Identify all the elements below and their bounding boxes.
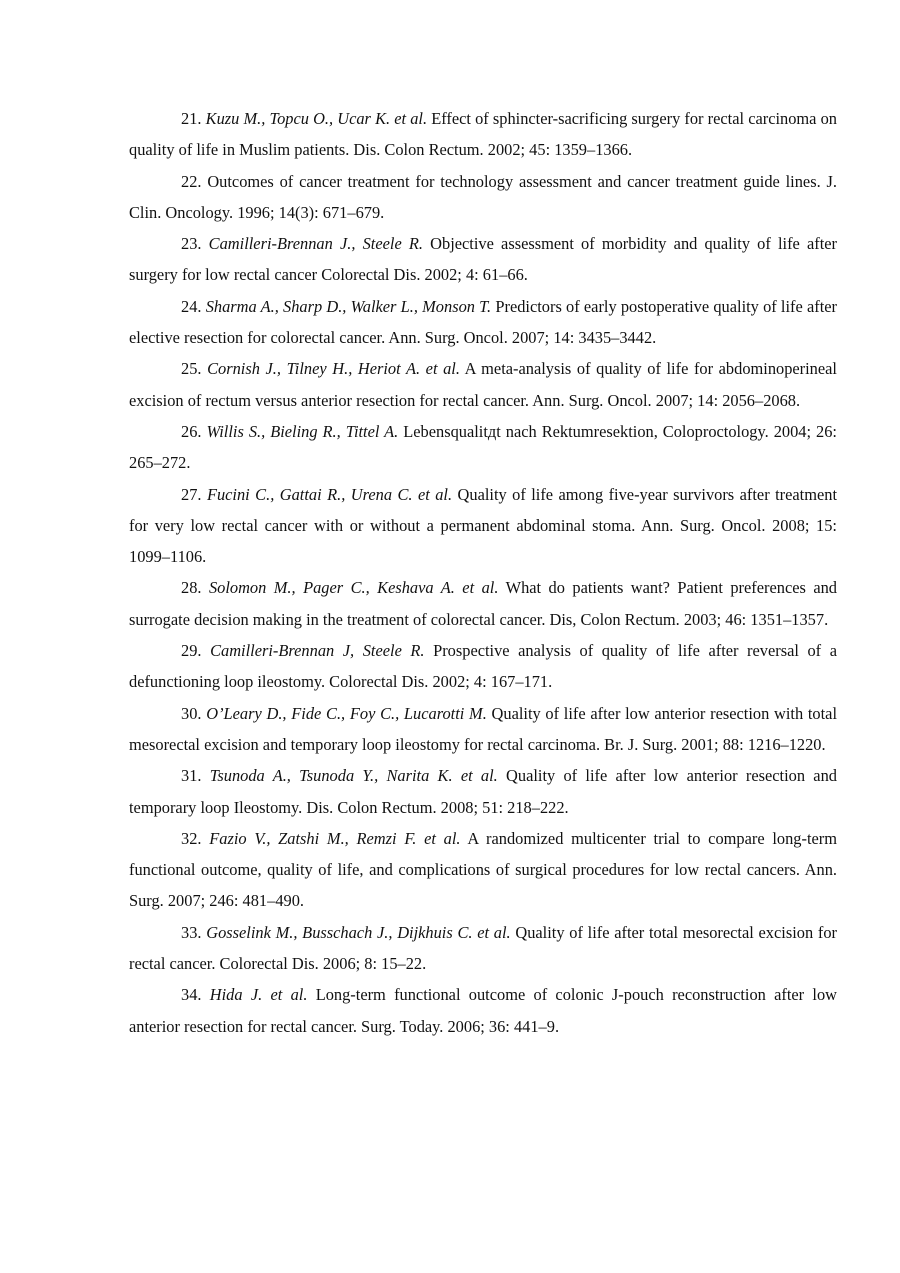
reference-item — [129, 479, 837, 573]
reference-authors: Fazio V., Zatshi M., Remzi F. et al. — [209, 828, 461, 848]
reference-number: 31. — [181, 766, 202, 786]
reference-text: Outcomes of cancer treatment for technology assessment and cancer treatment guide lines. J. Clin. Oncology. 1996; 14(3): 671–679. — [129, 171, 837, 222]
reference-number: 21. — [181, 109, 202, 128]
reference-item — [129, 760, 837, 823]
reference-item — [129, 166, 837, 229]
reference-text: A meta-analysis of quality of life for abdominoperineal excision of rectum versus anterior resection for rectal cancer. Ann. Surg. Oncol. 2007; 14: 2056–2068. — [129, 359, 837, 410]
reference-number: 27. — [181, 484, 202, 504]
reference-authors: Fucini C., Gattai R., Urena C. et al. — [206, 484, 453, 504]
reference-text: A randomized multicenter trial to compare long-term functional outcome, quality of life, and complications of surgical procedures for low rectal cancers. Ann. Surg. 2007; 246: 481–490. — [129, 828, 837, 911]
reference-list — [129, 103, 837, 1042]
reference-text: Effect of sphincter-sacrificing surgery for rectal carcinoma on quality of life in Muslim patients. Dis. Colon Rectum. 2002; 45: 1359–1366. — [129, 109, 837, 160]
reference-text: Predictors of early postoperative quality of life after elective resection for colorectal cancer. Ann. Surg. Oncol. 2007; 14: 3435–3442. — [129, 296, 837, 348]
reference-authors: Camilleri-Brennan J., Steele R. — [208, 234, 423, 254]
reference-text: Quality of life after low anterior resection and temporary loop Ileostomy. Dis. Colon Rectum. 2008; 51: 218–222. — [129, 766, 837, 817]
reference-number: 26. — [181, 421, 202, 441]
reference-number: 22. — [181, 171, 202, 191]
reference-item — [129, 979, 837, 1042]
reference-authors: Hida J. et al. — [209, 985, 308, 1005]
reference-text: Quality of life among five-year survivors after treatment for very low rectal cancer with or without a permanent abdominal stoma. Ann. Surg. Oncol. 2008; 15: 1099–1106. — [129, 484, 837, 567]
reference-text: Prospective analysis of quality of life after reversal of a defunctioning loop ileostomy. Colorectal Dis. 2002; 4: 167–171. — [129, 641, 837, 692]
reference-item — [129, 353, 837, 416]
reference-authors: Willis S., Bieling R., Tittel A. — [206, 421, 399, 441]
reference-number: 32. — [181, 828, 202, 848]
reference-number: 23. — [181, 234, 202, 254]
reference-number: 34. — [181, 985, 202, 1005]
reference-item — [129, 698, 837, 761]
reference-item — [129, 823, 837, 917]
reference-number: 33. — [181, 922, 202, 942]
reference-text: Quality of life after total mesorectal excision for rectal cancer. Colorectal Dis. 2006; 8: 15–22. — [129, 922, 837, 974]
reference-authors: Cornish J., Tilney H., Heriot A. et al. — [207, 359, 460, 379]
reference-number: 30. — [181, 703, 202, 723]
reference-authors: Sharma A., Sharp D., Walker L., Monson T. — [205, 296, 492, 316]
reference-authors: Kuzu M., Topcu O., Ucar K. et al. — [205, 109, 428, 128]
reference-text: Quality of life after low anterior resection with total mesorectal excision and temporary loop ileostomy for rectal carcinoma. Br. J. Surg. 2001; 88: 1216–1220. — [129, 703, 837, 754]
reference-authors: Gosselink M., Busschach J., Dijkhuis C. et al. — [206, 922, 511, 942]
reference-text: Objective assessment of morbidity and quality of life after surgery for low rectal cancer Colorectal Dis. 2002; 4: 61–66. — [129, 234, 838, 285]
reference-item — [129, 635, 837, 698]
reference-item — [129, 572, 837, 635]
reference-number: 29. — [181, 641, 202, 661]
reference-text: Lebensqualitдt nach Rektumresektion, Coloproctology. 2004; 26: 265–272. — [129, 421, 837, 473]
reference-number: 24. — [181, 296, 202, 316]
reference-authors: Solomon M., Pager C., Keshava A. et al. — [208, 578, 499, 598]
reference-number: 25. — [181, 359, 202, 379]
reference-text: Long-term functional outcome of colonic J-pouch reconstruction after low anterior resection for rectal cancer. Surg. Today. 2006; 36: 441–9. — [129, 985, 837, 1036]
reference-text: What do patients want? Patient preferences and surrogate decision making in the treatment of colorectal cancer. Dis, Colon Rectum. 2003; 46: 1351–1357. — [129, 578, 837, 629]
reference-item — [129, 917, 837, 980]
reference-item — [129, 228, 837, 291]
reference-number: 28. — [181, 578, 202, 598]
reference-authors: Tsunoda A., Tsunoda Y., Narita K. et al. — [209, 766, 498, 786]
reference-item — [129, 291, 837, 354]
reference-authors: Camilleri-Brennan J, Steele R. — [210, 641, 425, 661]
reference-item — [129, 416, 837, 479]
reference-item — [129, 103, 837, 166]
reference-authors: O’Leary D., Fide C., Foy C., Lucarotti M. — [206, 703, 487, 723]
